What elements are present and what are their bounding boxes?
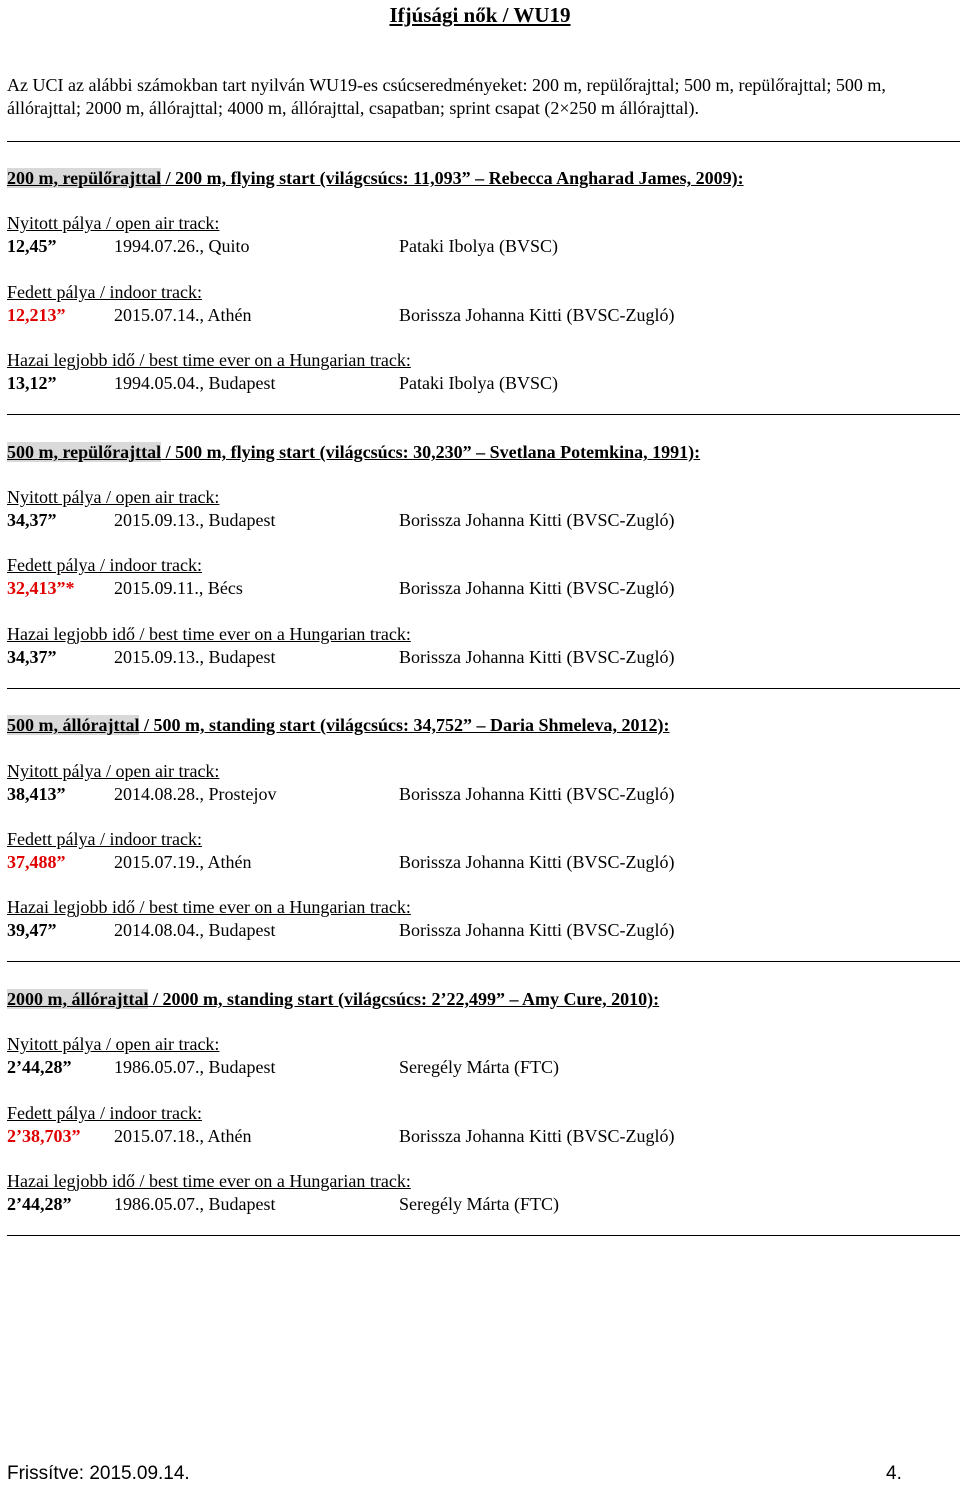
section-divider [7,141,960,142]
record-time-highlighted: 32,413”* [7,578,75,598]
section-divider [7,961,960,962]
category-label-hungarian-best: Hazai legjobb idő / best time ever on a Hungarian track: [7,897,411,917]
section-heading-text: / 500 m, flying start (világcsúcs: 30,230” – Svetlana Potemkina, 1991): [161,442,701,462]
record-time: 39,47” [7,920,57,940]
record-holder: Borissza Johanna Kitti (BVSC-Zugló) [399,510,675,530]
section-divider [7,688,960,689]
section-heading-text: / 2000 m, standing start (világcsúcs: 2’22,499” – Amy Cure, 2010): [148,989,660,1009]
section-divider [7,414,960,415]
record-date-place: 2015.07.18., Athén [114,1126,252,1146]
section-heading-2000m-standing [7,988,957,1010]
record-holder: Seregély Márta (FTC) [399,1194,559,1214]
record-date-place: 2015.07.14., Athén [114,305,252,325]
page-title: Ifjúsági nők / WU19 [389,3,571,27]
category-label-open-air: Nyitott pálya / open air track: [7,1034,220,1054]
record-holder: Borissza Johanna Kitti (BVSC-Zugló) [399,578,675,598]
category-label-indoor: Fedett pálya / indoor track: [7,1103,202,1123]
section-heading-text: / 200 m, flying start (világcsúcs: 11,093” – Rebecca Angharad James, 2009): [161,168,744,188]
record-holder: Borissza Johanna Kitti (BVSC-Zugló) [399,647,675,667]
record-holder: Borissza Johanna Kitti (BVSC-Zugló) [399,852,675,872]
category-label-indoor: Fedett pálya / indoor track: [7,829,202,849]
record-holder: Pataki Ibolya (BVSC) [399,373,558,393]
category-label-open-air: Nyitott pálya / open air track: [7,761,220,781]
category-label-open-air: Nyitott pálya / open air track: [7,487,220,507]
section-heading-highlight: 200 m, repülőrajttal [7,168,162,188]
category-label-hungarian-best: Hazai legjobb idő / best time ever on a Hungarian track: [7,350,411,370]
section-heading-highlight: 500 m, repülőrajttal [7,442,162,462]
section-heading-500m-flying [7,441,957,463]
record-date-place: 2015.09.13., Budapest [114,510,276,530]
category-label-hungarian-best: Hazai legjobb idő / best time ever on a Hungarian track: [7,1171,411,1191]
section-heading-500m-standing [7,714,957,736]
record-time: 34,37” [7,510,57,530]
record-time: 2’44,28” [7,1194,72,1214]
record-time: 12,45” [7,236,57,256]
section-divider [7,1235,960,1236]
record-holder: Borissza Johanna Kitti (BVSC-Zugló) [399,920,675,940]
section-heading-highlight: 500 m, állórajttal [7,715,140,735]
record-holder: Borissza Johanna Kitti (BVSC-Zugló) [399,1126,675,1146]
section-heading-text: / 500 m, standing start (világcsúcs: 34,752” – Daria Shmeleva, 2012): [139,715,670,735]
section-heading-200m-flying [7,167,957,189]
record-date-place: 1994.05.04., Budapest [114,373,276,393]
intro-paragraph: Az UCI az alábbi számokban tart nyilván WU19-es csúcseredményeket: 200 m, repülőrajttal; 500 m, repülőrajttal; 500 m, állórajttal; 2000 m, állórajttal; 4000 m, állórajttal, csapatban; sprint csapat (2×250 m állórajttal). [7,75,886,118]
record-date-place: 2014.08.28., Prostejov [114,784,277,804]
record-date-place: 2014.08.04., Budapest [114,920,276,940]
record-date-place: 2015.09.13., Budapest [114,647,276,667]
record-date-place: 2015.09.11., Bécs [114,578,243,598]
record-time: 38,413” [7,784,66,804]
record-date-place: 2015.07.19., Athén [114,852,252,872]
record-holder: Pataki Ibolya (BVSC) [399,236,558,256]
record-date-place: 1986.05.07., Budapest [114,1194,276,1214]
record-date-place: 1986.05.07., Budapest [114,1057,276,1077]
footer-updated-date: Frissítve: 2015.09.14. [7,1463,190,1484]
record-holder: Borissza Johanna Kitti (BVSC-Zugló) [399,305,675,325]
record-time: 34,37” [7,647,57,667]
footer-page-number: 4. [886,1463,902,1484]
record-holder: Seregély Márta (FTC) [399,1057,559,1077]
record-time-highlighted: 37,488” [7,852,66,872]
section-heading-highlight: 2000 m, állórajttal [7,989,149,1009]
record-holder: Borissza Johanna Kitti (BVSC-Zugló) [399,784,675,804]
record-date-place: 1994.07.26., Quito [114,236,250,256]
record-time: 2’44,28” [7,1057,72,1077]
record-time-highlighted: 12,213” [7,305,66,325]
category-label-indoor: Fedett pálya / indoor track: [7,282,202,302]
category-label-hungarian-best: Hazai legjobb idő / best time ever on a Hungarian track: [7,624,411,644]
record-time-highlighted: 2’38,703” [7,1126,81,1146]
category-label-open-air: Nyitott pálya / open air track: [7,213,220,233]
record-time: 13,12” [7,373,57,393]
category-label-indoor: Fedett pálya / indoor track: [7,555,202,575]
